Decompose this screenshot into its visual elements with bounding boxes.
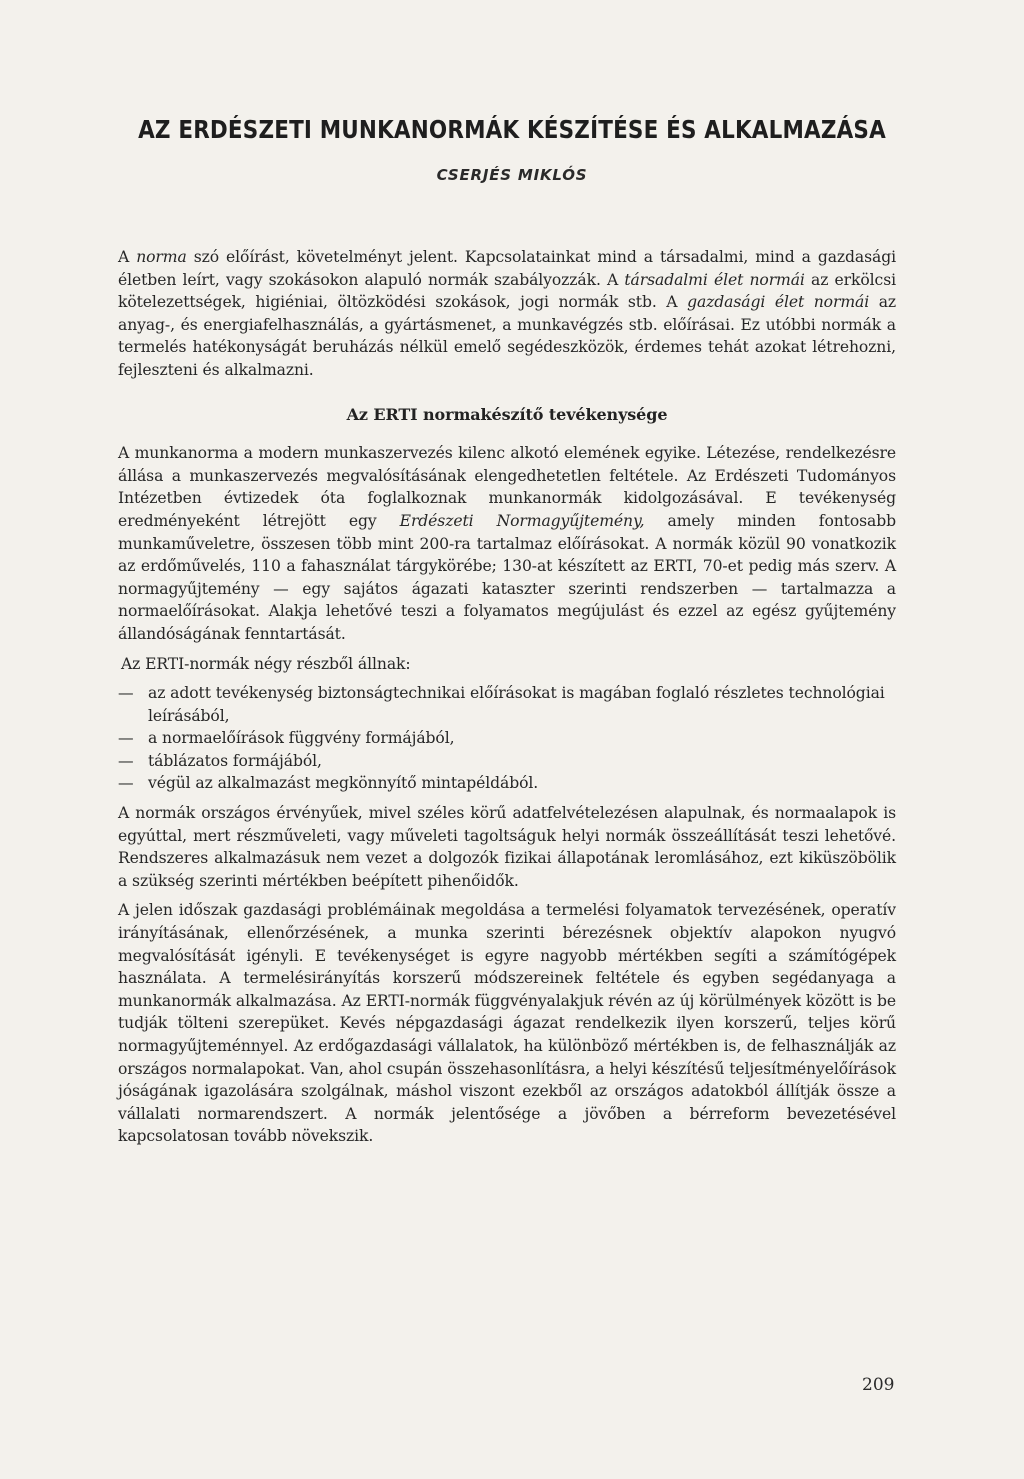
parts-list bbox=[118, 682, 896, 795]
dash-bullet: — bbox=[118, 751, 134, 770]
term-norma: norma bbox=[136, 248, 187, 266]
list-item: — az adott tevékenység biztonságtechnikai előírásokat is magában foglaló részletes technológiai leírásából, bbox=[118, 684, 885, 725]
term-normagyujtemeny: Erdészeti Normagyűjtemény, bbox=[399, 511, 645, 530]
list-intro: Az ERTI-normák négy részből állnak: bbox=[121, 654, 411, 673]
article-author: CSERJÉS MIKLÓS bbox=[436, 166, 588, 184]
term-gazdasagi: gazdasági élet normái bbox=[687, 293, 870, 312]
list-item: — végül az alkalmazást megkönnyítő mintapéldából. bbox=[118, 772, 896, 795]
article-body bbox=[118, 246, 896, 1148]
paragraph-normak: A normák országos érvényűek, mivel széles körű adatfelvételezésen alapulnak, és normaalapok is egyúttal, mert részműveleti, vagy műveleti tagoltságuk helyi normák összeállítását teszi lehetővé. Rendszeres alkalmazásuk nem vezet a dolgozók fizikai állapotának leromlásához, ezt kiküszöbölik a szükség szerinti mértékben beépített pihenőidők. bbox=[118, 804, 896, 890]
list-item: — a normaelőírások függvény formájából, bbox=[118, 727, 896, 750]
term-tarsadalmi: társadalmi élet normái bbox=[624, 270, 805, 289]
section-heading: Az ERTI normakészítő tevékenysége bbox=[346, 404, 668, 424]
dash-bullet: — bbox=[118, 729, 134, 748]
paragraph-munkanorma: A munkanorma a modern munkaszervezés kilenc alkotó elemének egyike. Létezése, rendelkezésre állása a munkaszervezés megvalósításának elengedhetetlen feltétele. Az Erdészeti Tudományos Intézetben évtizedek óta foglalkoznak munkanormák kidolgozásával. E tevékenység eredményeként létrejött egy Erdészeti Normagyűjtemény, amely minden fontosabb munkaműveletre, összesen több mint 200-ra tartalmaz előírásokat. A normák közül 90 vonatkozik az erdőművelés, 110 a fahasználat tárgykörébe; 130-at készített az ERTI, 70-et pedig más szerv. A normagyűjtemény — egy sajátos ágazati kataszter szerinti rendszerben — tartalmazza a normaelőírásokat. Alakja lehetővé teszi a folyamatos megújulást és ezzel az egész gyűjtemény állandóságának fenntartását. bbox=[118, 444, 896, 643]
article-title: AZ ERDÉSZETI MUNKANORMÁK KÉSZÍTÉSE ÉS ALKALMAZÁSA bbox=[138, 115, 886, 144]
dash-bullet: — bbox=[118, 774, 134, 793]
dash-bullet: — bbox=[118, 684, 134, 703]
paragraph-jelen-idoszak: A jelen időszak gazdasági problémáinak megoldása a termelési folyamatok tervezésének, operatív irányításának, ellenőrzésének, a munka szerinti bérezésnek objektív alapokon nyugvó megvalósítását igényli. E tevékenységet is egyre nagyobb mértékben segíti a számítógépek használata. A termelésirányítás korszerű módszereinek feltétele és egyben segédanyaga a munkanormák alkalmazása. Az ERTI-normák függvényalakjuk révén az új körülmények között is be tudják tölteni szerepüket. Kevés népgazdasági ágazat rendelkezik ilyen korszerű, teljes körű normagyűjteménnyel. Az erdőgazdasági vállalatok, ha különböző mértékben is, de felhasználják az országos normalapokat. Van, ahol csupán összehasonlításra, a helyi készítésű teljesítményelőírások jóságának igazolására szolgálnak, máshol viszont ezekből az országos adatokból állítják össze a vállalati normarendszert. A normák jelentősége a jövőben a bérreform bevezetésével kapcsolatosan tovább növekszik. bbox=[118, 901, 896, 1146]
list-item: — táblázatos formájából, bbox=[118, 750, 896, 773]
intro-paragraph: A norma szó előírást, követelményt jelent. Kapcsolatainkat mind a társadalmi, mind a gazdasági életben leírt, vagy szokásokon alapuló normák szabályozzák. A társadalmi élet normái az erkölcsi kötelezettségek, higiéniai, öltözködési szokások, jogi normák stb. A gazdasági élet normái az anyag-, és energiafelhasználás, a gyártásmenet, a munkavégzés stb. előírásai. Ez utóbbi normák a termelés hatékonyságát beruházás nélkül emelő segédeszközök, érdemes tehát azokat létrehozni, fejleszteni és alkalmazni. bbox=[118, 248, 897, 379]
page-number: 209 bbox=[862, 1375, 895, 1395]
